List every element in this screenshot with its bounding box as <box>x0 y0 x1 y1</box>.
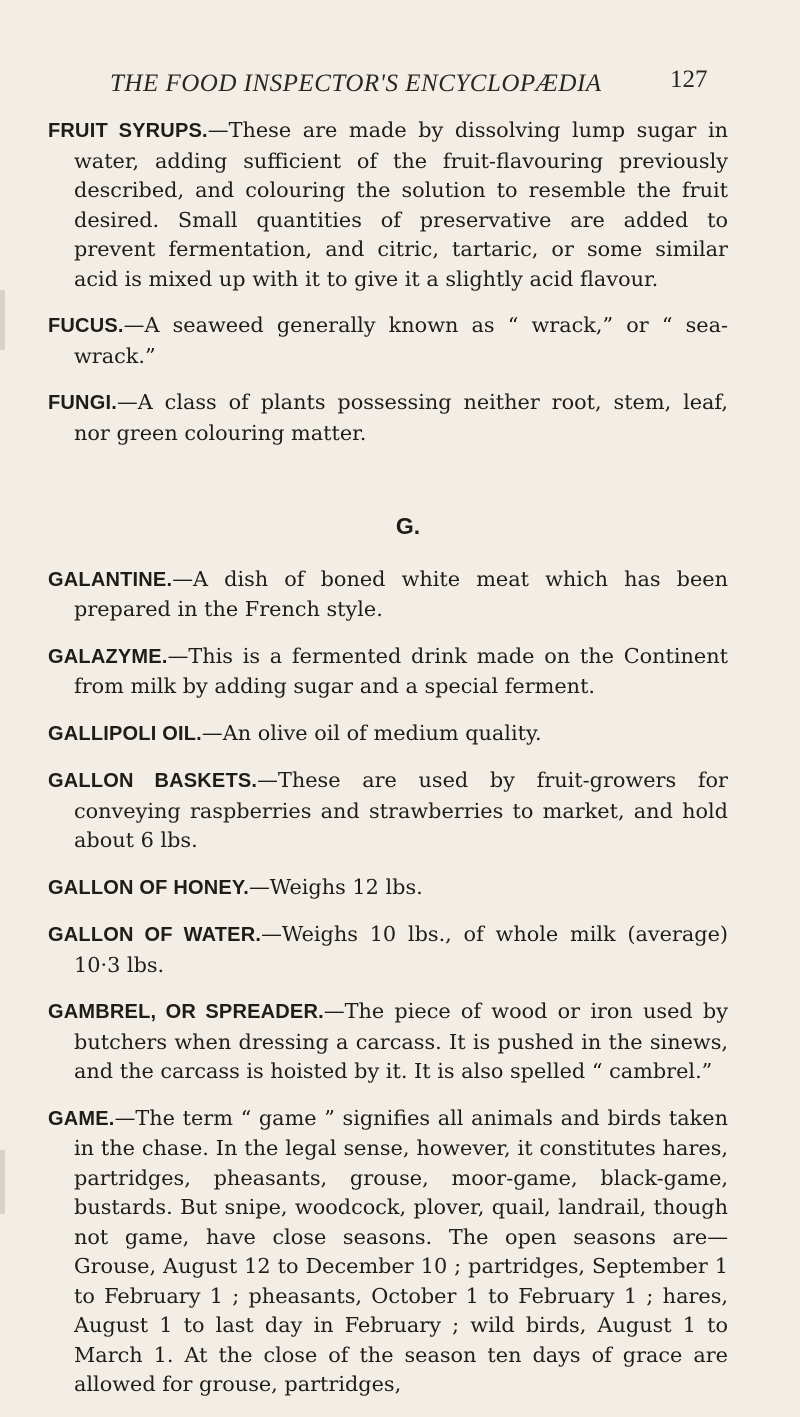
entry-game <box>48 1104 728 1400</box>
page-edge-shadow <box>0 1150 5 1214</box>
entry-definition: —The term “ game ” signifies all animals and birds taken in the chase. In the legal sense, however, it constitutes hares, partridges, pheasants, grouse, moor-game, black-game, bustards. But snipe, woodcock, plover, quail, landrail, though not game, have close seasons. The open seasons are—Grouse, August 12 to December 10 ; partridges, September 1 to February 1 ; pheasants, October 1 to February 1 ; hares, August 1 to last day in February ; wild birds, August 1 to March 1. At the close of the season ten days of grace are allowed for grouse, partridges, <box>74 1105 728 1396</box>
entry-fucus <box>48 311 728 371</box>
entry-definition: —A dish of boned white meat which has been prepared in the French style. <box>74 566 728 621</box>
entry-fungi <box>48 388 728 448</box>
entry-term: GALLIPOLI OIL. <box>48 722 202 745</box>
entry-term: FUCUS. <box>48 315 124 337</box>
section-letter-heading: G. <box>395 513 421 539</box>
entry-term: GALLON BASKETS. <box>48 770 258 792</box>
entry-term: GAME. <box>48 1107 115 1130</box>
entry-galantine <box>48 565 728 625</box>
entry-term: GALANTINE. <box>48 568 173 591</box>
entry-term: GALLON OF WATER. <box>48 924 262 946</box>
entry-term: FRUIT SYRUPS. <box>48 120 208 142</box>
entry-gambrel <box>48 997 728 1087</box>
entry-gallipoli-oil <box>48 719 728 750</box>
entry-definition: —A class of plants possessing neither root, stem, leaf, nor green colouring matter. <box>74 390 728 445</box>
entry-definition: —The piece of wood or iron used by butchers when dressing a carcass. It is pushed in the sinews, and the carcass is hoisted by it. It is also spelled “ cambrel.” <box>74 999 728 1083</box>
entry-term: FUNGI. <box>48 392 117 414</box>
page-edge-shadow <box>0 290 5 350</box>
entry-definition: —These are used by fruit-growers for conveying raspberries and strawberries to market, and hold about 6 lbs. <box>74 768 728 852</box>
running-title: THE FOOD INSPECTOR'S ENCYCLOPÆDIA <box>110 70 602 97</box>
entry-term: GALLON OF HONEY. <box>48 876 249 899</box>
entry-definition: —Weighs 10 lbs., of whole milk (average) 10·3 lbs. <box>74 922 729 977</box>
entry-galazyme <box>48 642 728 702</box>
entry-definition: —This is a fermented drink made on the Continent from milk by adding sugar and a special ferment. <box>74 643 728 698</box>
entry-term: GALAZYME. <box>48 645 168 668</box>
entry-definition: —These are made by dissolving lump sugar in water, adding sufficient of the fruit-flavouring previously described, and colouring the solution to resemble the fruit desired. Small quantities of preservative are added to prevent fermentation, and citric, tartaric, or some similar acid is mixed up with it to give it a slightly acid flavour. <box>74 118 728 291</box>
page-number: 127 <box>670 66 708 93</box>
entry-gallon-of-water <box>48 920 728 980</box>
entry-fruit-syrups <box>48 116 728 294</box>
entry-definition: —A seaweed generally known as “ wrack,” or “ sea-wrack.” <box>74 313 728 368</box>
entry-definition: —Weighs 12 lbs. <box>248 874 423 899</box>
entry-gallon-baskets <box>48 766 728 856</box>
entry-term: GAMBREL, OR SPREADER. <box>48 1001 324 1023</box>
entry-definition: —An olive oil of medium quality. <box>201 720 542 745</box>
entry-gallon-of-honey <box>48 873 728 904</box>
encyclopedia-body <box>48 116 728 1417</box>
